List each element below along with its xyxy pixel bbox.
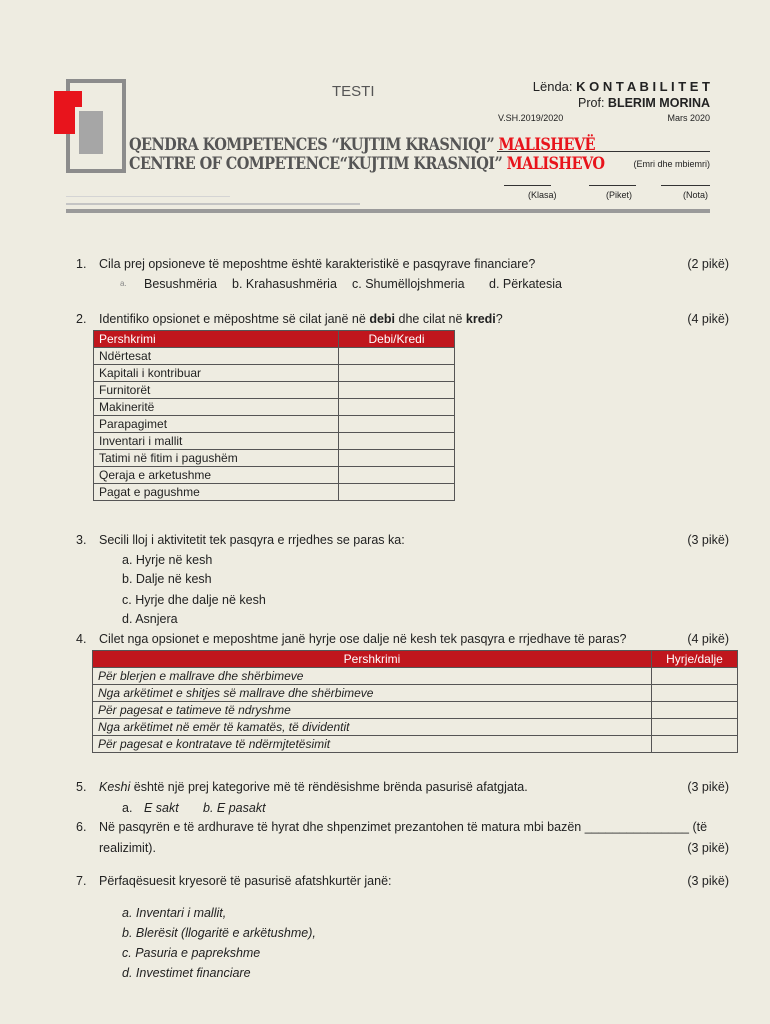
- school-logo-gray-block: [75, 107, 107, 158]
- row-description: Pagat e pagushme: [94, 484, 339, 501]
- divider-thick: [66, 209, 710, 213]
- debit-credit-table: [93, 330, 455, 501]
- points-field[interactable]: [589, 178, 636, 186]
- answer-cell[interactable]: [652, 668, 738, 685]
- answer-cell[interactable]: [339, 382, 455, 399]
- col-description-header: Pershkrimi: [94, 331, 339, 348]
- school-name-albanian-text: QENDRA KOMPETENCES “KUJTIM KRASNIQI”: [129, 135, 495, 155]
- professor-line: [578, 96, 710, 110]
- q3-option-b[interactable]: b. Dalje në kesh: [122, 572, 212, 586]
- q5-option-a[interactable]: E sakt: [144, 801, 179, 815]
- row-description: Nga arkëtimet në emër të kamatës, të dividentit: [93, 719, 652, 736]
- table-header-row: [94, 331, 455, 348]
- q4-points: (4 pikë): [687, 632, 729, 646]
- table-row: [94, 382, 455, 399]
- q1-option-a-marker: a.: [120, 279, 127, 288]
- q3-option-a[interactable]: a. Hyrje në kesh: [122, 553, 213, 567]
- school-town-english: MALISHEVO: [506, 154, 605, 174]
- student-name-label: (Emri dhe mbiemri): [633, 159, 710, 169]
- answer-cell[interactable]: [339, 348, 455, 365]
- table-row: [93, 702, 738, 719]
- table-row: [94, 348, 455, 365]
- q4-text: Cilet nga opsionet e meposhtme janë hyrje ose dalje në kesh tek pasqyra e rrjedhave të paras?: [99, 632, 627, 646]
- q2-text: [99, 312, 503, 326]
- row-description: Për blerjen e mallrave dhe shërbimeve: [93, 668, 652, 685]
- q6-number: 6.: [76, 820, 87, 834]
- table-row: [93, 685, 738, 702]
- q2-text-kredi: kredi: [465, 312, 496, 326]
- school-name-english: [129, 154, 604, 174]
- table-row: [94, 416, 455, 433]
- q2-text-part: ?: [495, 312, 503, 326]
- q1-option-c[interactable]: c. Shumëllojshmeria: [352, 277, 465, 291]
- school-town-albanian: MALISHEVË: [498, 135, 595, 155]
- answer-cell[interactable]: [652, 736, 738, 753]
- q2-text-part: dhe cilat në: [395, 312, 466, 326]
- grade-label: (Nota): [683, 190, 709, 200]
- table-row: [94, 399, 455, 416]
- q3-text: Secili lloj i aktivitetit tek pasqyra e rrjedhes se paras ka:: [99, 533, 405, 547]
- answer-cell[interactable]: [339, 450, 455, 467]
- row-description: Për pagesat e tatimeve të ndryshme: [93, 702, 652, 719]
- answer-cell[interactable]: [652, 702, 738, 719]
- q1-text: Cila prej opsioneve të meposhtme është karakteristikë e pasqyrave financiare?: [99, 257, 536, 271]
- q2-number: 2.: [76, 312, 87, 326]
- q1-option-a[interactable]: Besushmëria: [144, 277, 217, 291]
- grade-field[interactable]: [661, 178, 710, 186]
- row-description: Nga arkëtimet e shitjes së mallrave dhe shërbimeve: [93, 685, 652, 702]
- row-description: Parapagimet: [94, 416, 339, 433]
- answer-cell[interactable]: [652, 719, 738, 736]
- row-description: Për pagesat e kontratave të ndërmjtetësimit: [93, 736, 652, 753]
- subject-name: K O N T A B I L I T E T: [576, 79, 710, 94]
- q7-number: 7.: [76, 874, 87, 888]
- q1-number: 1.: [76, 257, 87, 271]
- points-label: (Piket): [606, 190, 633, 200]
- q7-option-c: c. Pasuria e paprekshme: [122, 946, 261, 960]
- q1-points: (2 pikë): [687, 257, 729, 271]
- table-row: [93, 668, 738, 685]
- row-description: Inventari i mallit: [94, 433, 339, 450]
- q5-text: [99, 780, 528, 794]
- table-row: [94, 484, 455, 501]
- q5-text-keshi: Keshi: [99, 780, 131, 794]
- row-description: Ndërtesat: [94, 348, 339, 365]
- answer-cell[interactable]: [339, 467, 455, 484]
- q2-text-debi: debi: [369, 312, 396, 326]
- test-date: Mars 2020: [667, 113, 710, 123]
- q3-option-d[interactable]: d. Asnjera: [122, 612, 178, 626]
- row-description: Tatimi në fitim i pagushëm: [94, 450, 339, 467]
- q7-text: Përfaqësuesit kryesorë të pasurisë afatshkurtër janë:: [99, 874, 392, 888]
- col-debit-credit-header: Debi/Kredi: [339, 331, 455, 348]
- q3-number: 3.: [76, 533, 87, 547]
- subject-line: [533, 79, 710, 94]
- table-row: [94, 433, 455, 450]
- answer-cell[interactable]: [339, 416, 455, 433]
- test-title: TESTI: [332, 83, 375, 100]
- row-description: Furnitorët: [94, 382, 339, 399]
- answer-cell[interactable]: [652, 685, 738, 702]
- q7-option-a: a. Inventari i mallit,: [122, 906, 227, 920]
- q4-number: 4.: [76, 632, 87, 646]
- cash-flow-table: [92, 650, 738, 753]
- q1-option-d[interactable]: d. Përkatesia: [489, 277, 562, 291]
- col-in-out-header: Hyrje/dalje: [652, 651, 738, 668]
- q6-text: Në pasqyrën e të ardhurave të hyrat dhe shpenzimet prezantohen të matura mbi bazën _______________ (të: [99, 820, 708, 834]
- table-row: [94, 365, 455, 382]
- q3-option-c[interactable]: c. Hyrje dhe dalje në kesh: [122, 593, 266, 607]
- answer-cell[interactable]: [339, 433, 455, 450]
- class-label: (Klasa): [528, 190, 557, 200]
- q7-option-d: d. Investimet financiare: [122, 966, 251, 980]
- table-row: [93, 719, 738, 736]
- q7-option-b: b. Blerësit (llogaritë e arkëtushme),: [122, 926, 316, 940]
- row-description: Qeraja e arketushme: [94, 467, 339, 484]
- col-description-header: Pershkrimi: [93, 651, 652, 668]
- answer-cell[interactable]: [339, 365, 455, 382]
- answer-cell[interactable]: [339, 399, 455, 416]
- q2-text-part: Identifiko opsionet e mëposhtme së cilat janë në: [99, 312, 370, 326]
- row-description: Kapitali i kontribuar: [94, 365, 339, 382]
- professor-label: Prof:: [578, 96, 605, 110]
- row-description: Makineritë: [94, 399, 339, 416]
- school-year: V.SH.2019/2020: [498, 113, 564, 123]
- q6-points: (3 pikë): [687, 841, 729, 855]
- q6-text-continued: realizimit).: [99, 841, 156, 855]
- q5-points: (3 pikë): [687, 780, 729, 794]
- class-field[interactable]: [504, 178, 551, 186]
- table-row: [94, 467, 455, 484]
- q2-points: (4 pikë): [687, 312, 729, 326]
- q7-points: (3 pikë): [687, 874, 729, 888]
- student-name-field[interactable]: [497, 141, 710, 152]
- table-row: [93, 736, 738, 753]
- professor-name: BLERIM MORINA: [607, 96, 710, 110]
- divider-thin: [66, 196, 230, 197]
- school-name-english-text: CENTRE OF COMPETENCE“KUJTIM KRASNIQI”: [129, 154, 503, 174]
- subject-label: Lënda:: [532, 79, 573, 94]
- answer-cell[interactable]: [339, 484, 455, 501]
- q1-option-b[interactable]: b. Krahasushmëria: [232, 277, 337, 291]
- q5-option-b[interactable]: b. E pasakt: [203, 801, 266, 815]
- q3-points: (3 pikë): [687, 533, 729, 547]
- divider-medium: [66, 203, 360, 205]
- q5-number: 5.: [76, 780, 87, 794]
- q5-text-rest: është një prej kategorive më të rëndësishme brënda pasurisë afatgjata.: [130, 780, 528, 794]
- table-row: [94, 450, 455, 467]
- table-header-row: [93, 651, 738, 668]
- q5-option-a-marker: a.: [122, 801, 133, 815]
